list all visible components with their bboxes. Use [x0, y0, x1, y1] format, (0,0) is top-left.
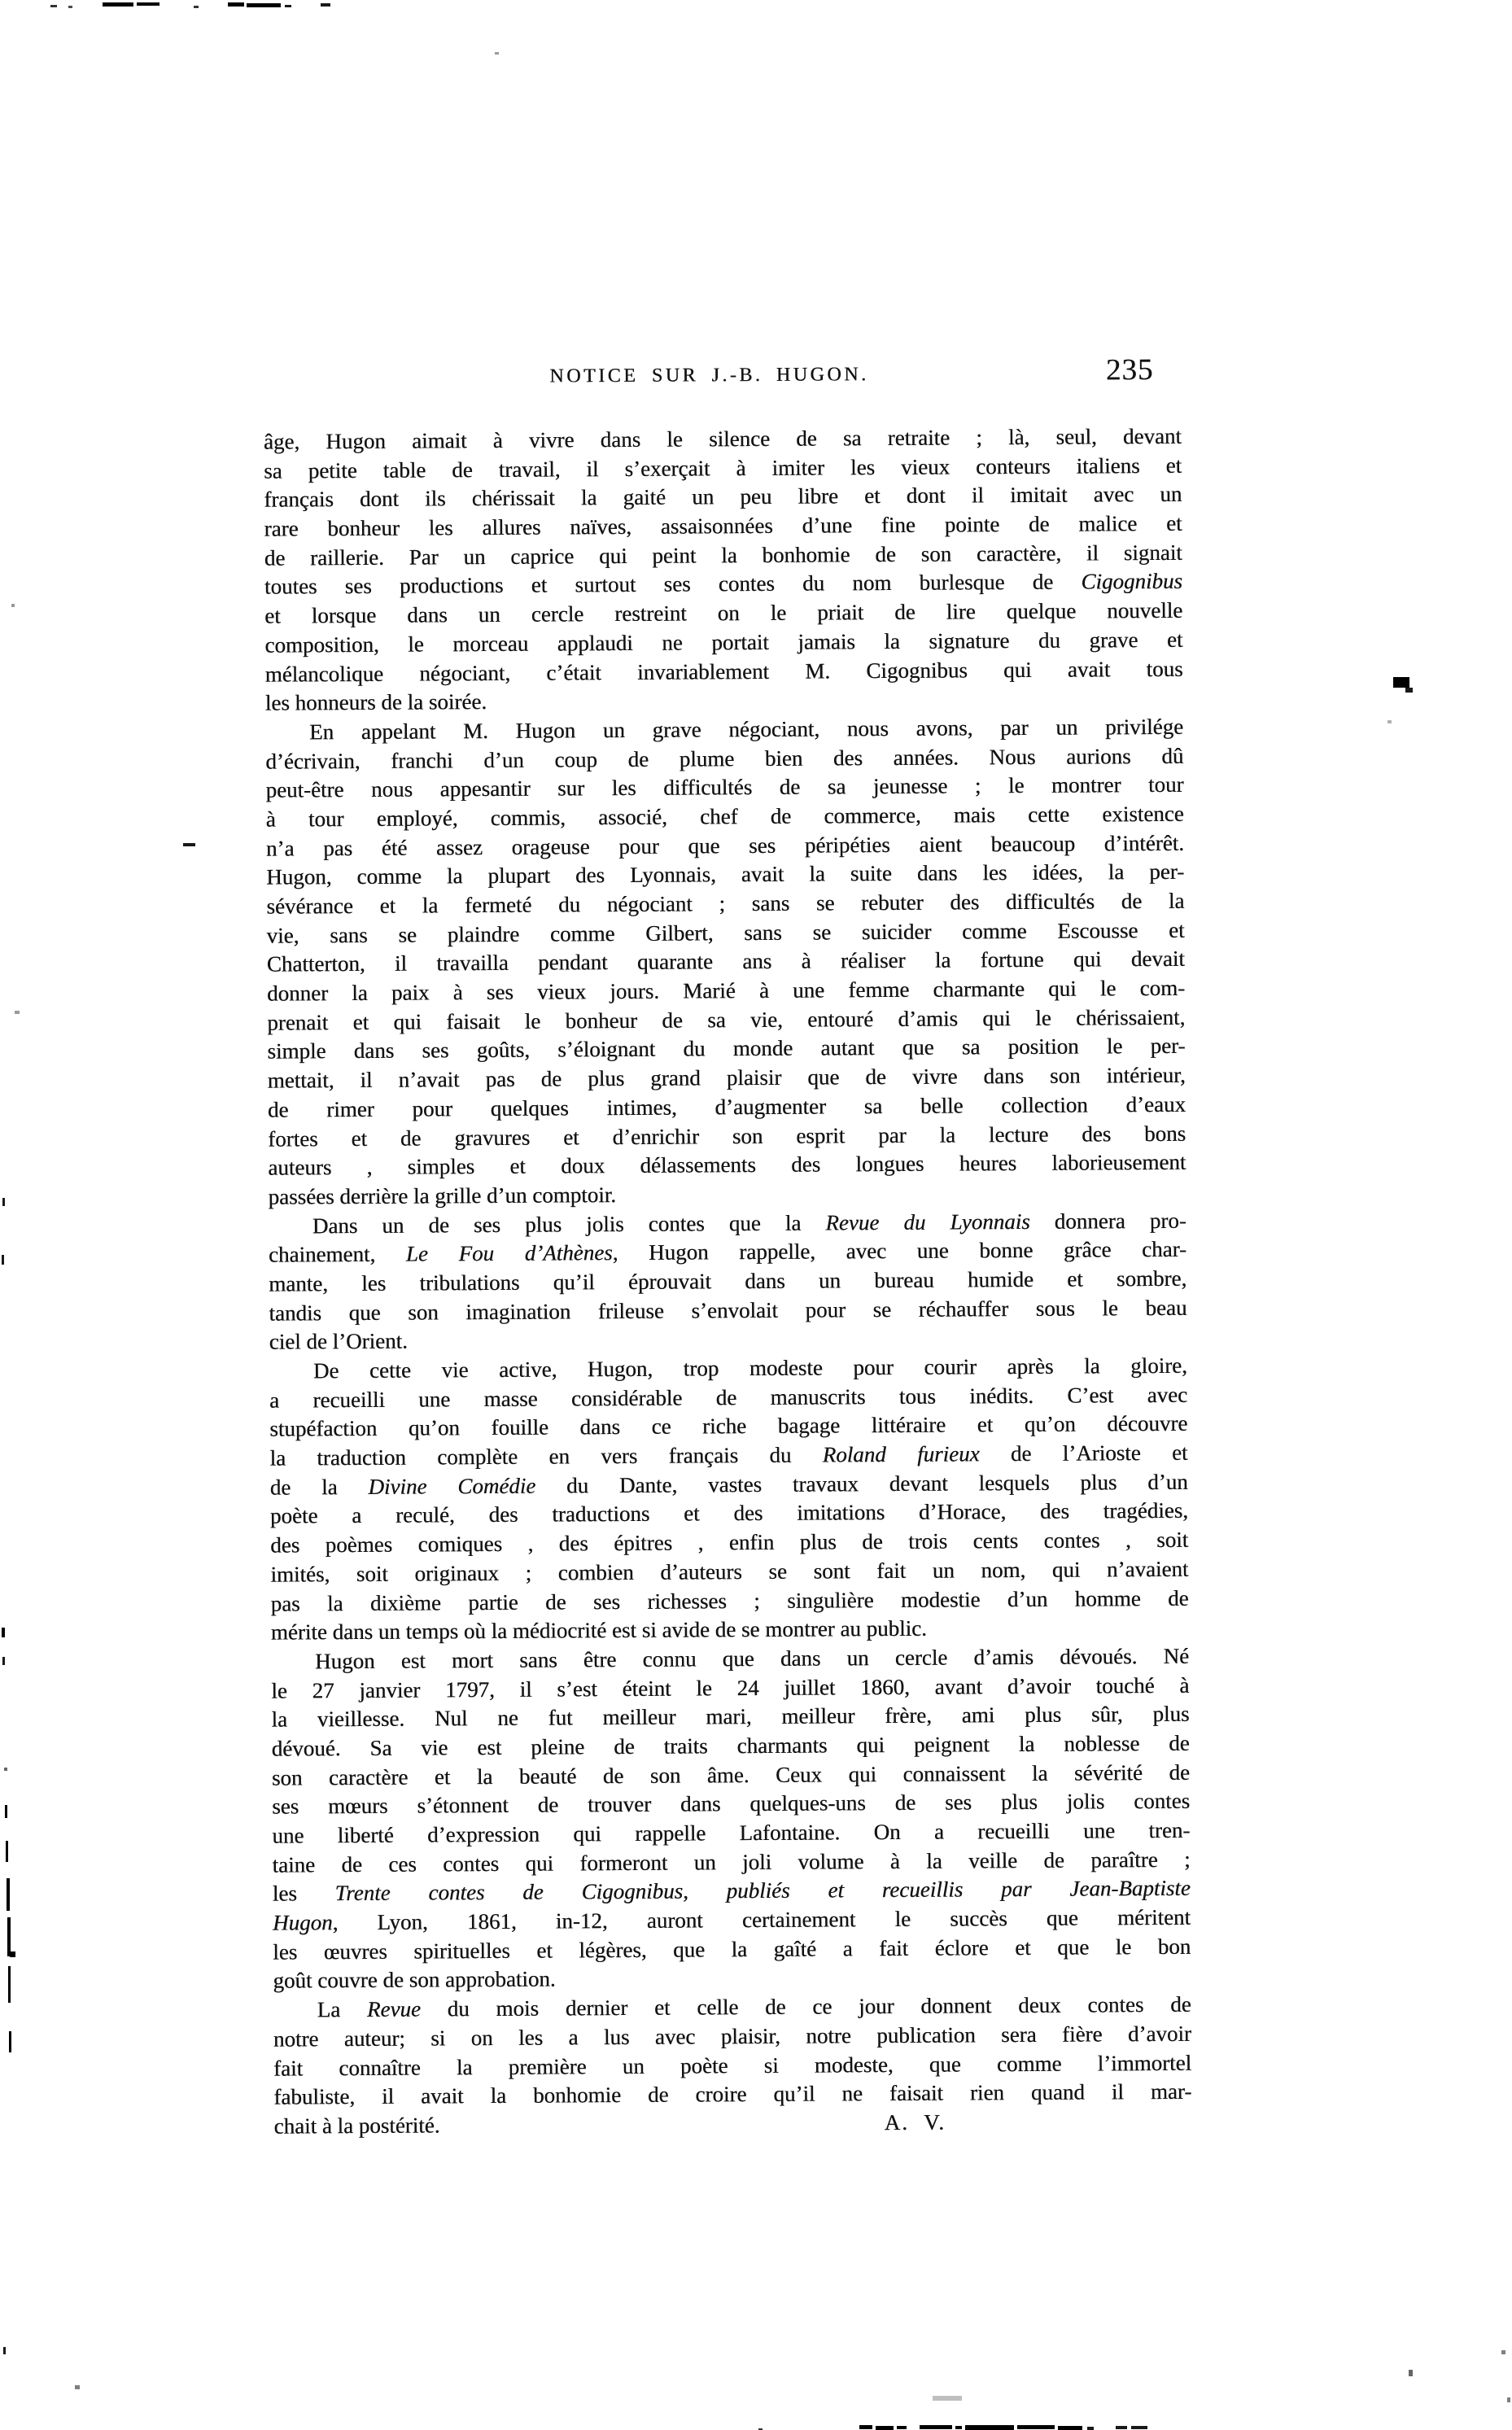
text-segment: auteurs , simples et doux délassements des longues heures laborieusement	[268, 1149, 1186, 1180]
paragraph	[269, 1206, 1187, 1357]
scan-speck	[1087, 2427, 1094, 2430]
text-segment: Dans un de ses plus jolis contes que la	[312, 1210, 826, 1238]
scan-speck	[1058, 2426, 1082, 2430]
scan-speck	[1387, 720, 1392, 723]
text-segment: La	[317, 1997, 368, 2022]
text-segment: n’a pas été assez orageuse pour que ses péripéties aient beaucoup d’intérêt.	[265, 830, 1185, 861]
text-segment: chainement,	[268, 1241, 406, 1267]
scan-speck	[876, 2426, 894, 2430]
italic-text-segment: Revue	[366, 1996, 422, 2022]
scan-speck	[75, 2385, 80, 2389]
closing-text: chait à la postérité.	[273, 2113, 440, 2139]
text-segment: et lorsque dans un cercle restreint on le priait de lire quelque nouvelle	[264, 597, 1183, 628]
text-segment: peut-être nous appesantir sur les difficultés de sa jeunesse ; le montrer tour	[265, 772, 1184, 802]
text-segment: la traduction complète en vers français du	[269, 1442, 823, 1471]
text-segment: vie, sans se plaindre comme Gilbert, sans se suicider comme Escousse et	[266, 917, 1185, 948]
italic-text-segment: Trente contes de Cigognibus, publiés et recueillis par Jean-Baptiste	[334, 1876, 1191, 1906]
scan-speck	[2, 1198, 5, 1206]
text-segment: ses mœurs s’étonnent de trouver dans quelques-uns de ses plus jolis contes	[272, 1789, 1191, 1819]
text-line	[268, 1090, 1186, 1125]
scan-speck	[321, 3, 330, 7]
text-segment: sévérance et la fermeté du négociant ; sans se rebuter des difficultés de la	[266, 888, 1185, 919]
italic-text-segment: Divine Comédie	[368, 1473, 536, 1499]
text-segment: simple dans ses goûts, s’éloignant du monde autant que sa position le per-	[267, 1034, 1186, 1064]
scan-speck	[495, 52, 499, 55]
text-segment: une liberté d’expression qui rappelle Lafontaine. On a recueilli une tren-	[272, 1817, 1191, 1848]
scan-speck	[5, 1805, 7, 1818]
scan-speck	[859, 2425, 872, 2429]
scan-speck	[897, 2426, 907, 2429]
scan-speck	[183, 843, 195, 846]
scan-speck	[2, 1255, 4, 1265]
text-segment: De cette vie active, Hugon, trop modeste pour courir après la gloire,	[312, 1353, 1187, 1383]
text-segment: fait connaître la première un poète si modeste, que comme l’immortel	[273, 2050, 1192, 2081]
scan-speck	[920, 2425, 952, 2429]
text-segment: français dont ils chérissait la gaité un peu libre et dont il imitait avec un	[264, 482, 1182, 513]
text-segment: imités, soit originaux ; combien d’auteurs se sont fait un nom, qui n’avaient	[270, 1556, 1189, 1587]
scan-speck	[194, 6, 199, 8]
text-segment: des poèmes comiques , des épitres , enfin plus de trois cents contes , soit	[270, 1527, 1189, 1558]
scan-speck	[955, 2426, 962, 2429]
scan-speck	[2, 1628, 5, 1637]
scan-speck	[10, 1951, 15, 1957]
scan-speck	[137, 2, 160, 6]
scan-speck	[11, 604, 15, 607]
text-segment: , Hugon rappelle, avec une bonne grâce char-	[612, 1237, 1187, 1265]
text-segment: de la	[269, 1474, 369, 1500]
text-segment: les	[272, 1881, 335, 1907]
scan-speck	[1405, 688, 1413, 693]
text-segment: de rimer pour quelques intimes, d’augmenter sa belle collection d’eaux	[267, 1091, 1186, 1122]
text-segment: donnera pro-	[1029, 1208, 1186, 1234]
text-segment: mettait, il n’avait pas de plus grand plaisir que de vivre dans son intérieur,	[267, 1062, 1186, 1093]
scan-speck	[933, 2396, 962, 2401]
scan-speck	[68, 6, 72, 8]
text-segment: rare bonheur les allures naïves, assaisonnées d’une fine pointe de malice et	[264, 510, 1182, 541]
text-segment: son caractère et la beauté de son âme. Ceux qui connaissent la sévérité de	[271, 1759, 1191, 1790]
paragraph	[273, 1991, 1192, 2113]
italic-text-segment: Hugon	[272, 1910, 333, 1935]
text-segment: le 27 janvier 1797, il s’est éteint le 24 juillet 1860, avant d’avoir touché à	[271, 1672, 1190, 1703]
text-segment: Hugon, comme la plupart des Lyonnais, avait la suite dans les idées, la per-	[266, 859, 1185, 889]
text-line	[273, 2020, 1191, 2055]
scan-speck	[3, 2347, 6, 2354]
text-segment: de l’Arioste et	[979, 1440, 1188, 1466]
italic-text-segment: Le Fou d’Athènes	[405, 1240, 613, 1266]
scan-speck	[15, 1011, 20, 1014]
paragraph	[271, 1642, 1191, 1996]
text-segment: d’écrivain, franchi d’un coup de plume bien des années. Nous aurions dû	[265, 743, 1184, 774]
text-segment: Hugon est mort sans être connu que dans un cercle d’amis dévoués. Né	[314, 1643, 1190, 1674]
text-segment: du Dante, vastes travaux devant lesquels plus d’un	[535, 1469, 1188, 1498]
text-segment: tandis que son imagination frileuse s’envolait pour se réchauffer sous le beau	[269, 1295, 1187, 1326]
scan-speck	[4, 1768, 7, 1771]
text-segment: , Lyon, 1861, in-12, auront certainement le succès que méritent	[332, 1904, 1191, 1935]
scan-speck	[1409, 2370, 1413, 2376]
text-segment: poète a reculé, des traductions et des imitations d’Horace, des tragédies,	[269, 1498, 1189, 1529]
scan-speck	[1017, 2425, 1055, 2429]
text-segment: mérite dans un temps où la médiocrité est si avide de se montrer au public.	[270, 1615, 927, 1645]
scan-speck	[1501, 2350, 1505, 2354]
scan-speck	[50, 5, 57, 7]
text-segment: En appelant M. Hugon un grave négociant, nous avons, par un privilége	[309, 714, 1184, 745]
paragraph	[265, 713, 1186, 1213]
closing-line	[273, 2107, 1191, 2142]
scan-speck	[1507, 2397, 1510, 2402]
text-segment: les honneurs de la soirée.	[264, 689, 487, 715]
text-segment: passées derrière la grille d’un comptoir.	[268, 1182, 617, 1209]
text-segment: sa petite table de travail, il s’exerçait à imiter les vieux conteurs italiens et	[264, 452, 1182, 483]
running-title: NOTICE SUR J.-B. HUGON.	[549, 364, 869, 387]
scan-speck	[6, 1841, 8, 1862]
scan-speck	[8, 1966, 11, 2003]
text-segment: fabuliste, il avait la bonhomie de croire qu’il ne faisait rien quand il mar-	[273, 2078, 1192, 2109]
text-segment: composition, le morceau applaudi ne portait jamais la signature du grave et	[264, 627, 1183, 658]
text-segment: donner la paix à ses vieux jours. Marié à une femme charmante qui le com-	[266, 975, 1186, 1006]
scan-speck	[7, 1878, 10, 1911]
author-signature: A. V.	[884, 2109, 946, 2135]
italic-text-segment: Roland furieux	[822, 1441, 980, 1467]
text-segment: Chatterton, il travailla pendant quarante ans à réaliser la fortune qui devait	[266, 946, 1185, 977]
text-segment: âge, Hugon aimait à vivre dans le silence de sa retraite ; là, seul, devant	[263, 423, 1182, 454]
scan-speck	[1131, 2426, 1147, 2429]
text-segment: mélancolique négociant, c’était invariablement M. Cigognibus qui avait tous	[264, 656, 1183, 687]
text-segment: les œuvres spirituelles et légères, que la gaîté a fait éclore et que le bon	[273, 1934, 1191, 1965]
italic-text-segment: Cigognibus	[1081, 569, 1183, 594]
text-line	[265, 654, 1183, 689]
scan-speck	[285, 5, 291, 7]
text-segment: de raillerie. Par un caprice qui peint la bonhomie de son caractère, il signait	[264, 540, 1182, 570]
paragraphs-container	[264, 422, 1192, 2113]
scan-speck	[103, 2, 133, 7]
text-segment: toutes ses productions et surtout ses contes du nom burlesque de	[264, 569, 1082, 600]
scan-speck	[1393, 677, 1409, 688]
text-segment: notre auteur; si on les a lus avec plaisir, notre publication sera fière d’avoir	[273, 2021, 1191, 2052]
text-segment: pas la dixième partie de ses richesses ; singulière modestie d’un homme de	[270, 1585, 1189, 1616]
text-segment: à tour employé, commis, associé, chef de commerce, mais cette existence	[265, 801, 1184, 832]
page-header	[263, 354, 1181, 400]
scan-speck	[7, 1917, 11, 1956]
scan-speck	[228, 2, 244, 7]
text-line	[264, 626, 1182, 661]
scan-speck	[1116, 2426, 1127, 2429]
text-segment: la vieillesse. Nul ne fut meilleur mari, meilleur frère, ami plus sûr, plus	[271, 1702, 1190, 1732]
text-segment: goût couvre de son approbation.	[273, 1966, 556, 1994]
text-segment: taine de ces contes qui formeront un joli volume à la veille de paraître ;	[272, 1847, 1191, 1877]
text-line	[268, 1148, 1186, 1183]
text-segment: a recueilli une masse considérable de manuscrits tous inédits. C’est avec	[269, 1382, 1188, 1413]
text-segment: stupéfaction qu’on fouille dans ce riche bagage littéraire et qu’on découvre	[269, 1411, 1188, 1442]
text-segment: du mois dernier et celle de ce jour donnent deux contes de	[420, 1991, 1191, 2021]
text-segment: dévoué. Sa vie est pleine de traits charmants qui peignent la noblesse de	[271, 1730, 1190, 1761]
text-line	[270, 1555, 1188, 1590]
text-segment: ciel de l’Orient.	[269, 1328, 408, 1354]
paragraph	[264, 422, 1183, 719]
scan-speck	[965, 2425, 1014, 2430]
italic-text-segment: Revue du Lyonnais	[825, 1208, 1030, 1235]
scan-speck	[9, 2031, 11, 2052]
text-segment: fortes et de gravures et d’enrichir son esprit par la lecture des bons	[268, 1121, 1186, 1152]
scan-speck	[247, 3, 281, 7]
text-line	[273, 1933, 1191, 1968]
text-segment: prenait et qui faisait le bonheur de sa vie, entouré d’amis qui le chérissaient,	[267, 1004, 1186, 1035]
text-line	[269, 1293, 1186, 1328]
text-line	[271, 1584, 1189, 1619]
page-number: 235	[1105, 353, 1154, 387]
scan-speck	[2, 1657, 5, 1665]
paragraph	[269, 1352, 1189, 1648]
text-segment: mante, les tribulations qu’il éprouvait dans un bureau humide et sombre,	[269, 1265, 1187, 1296]
body-text	[264, 422, 1192, 2141]
